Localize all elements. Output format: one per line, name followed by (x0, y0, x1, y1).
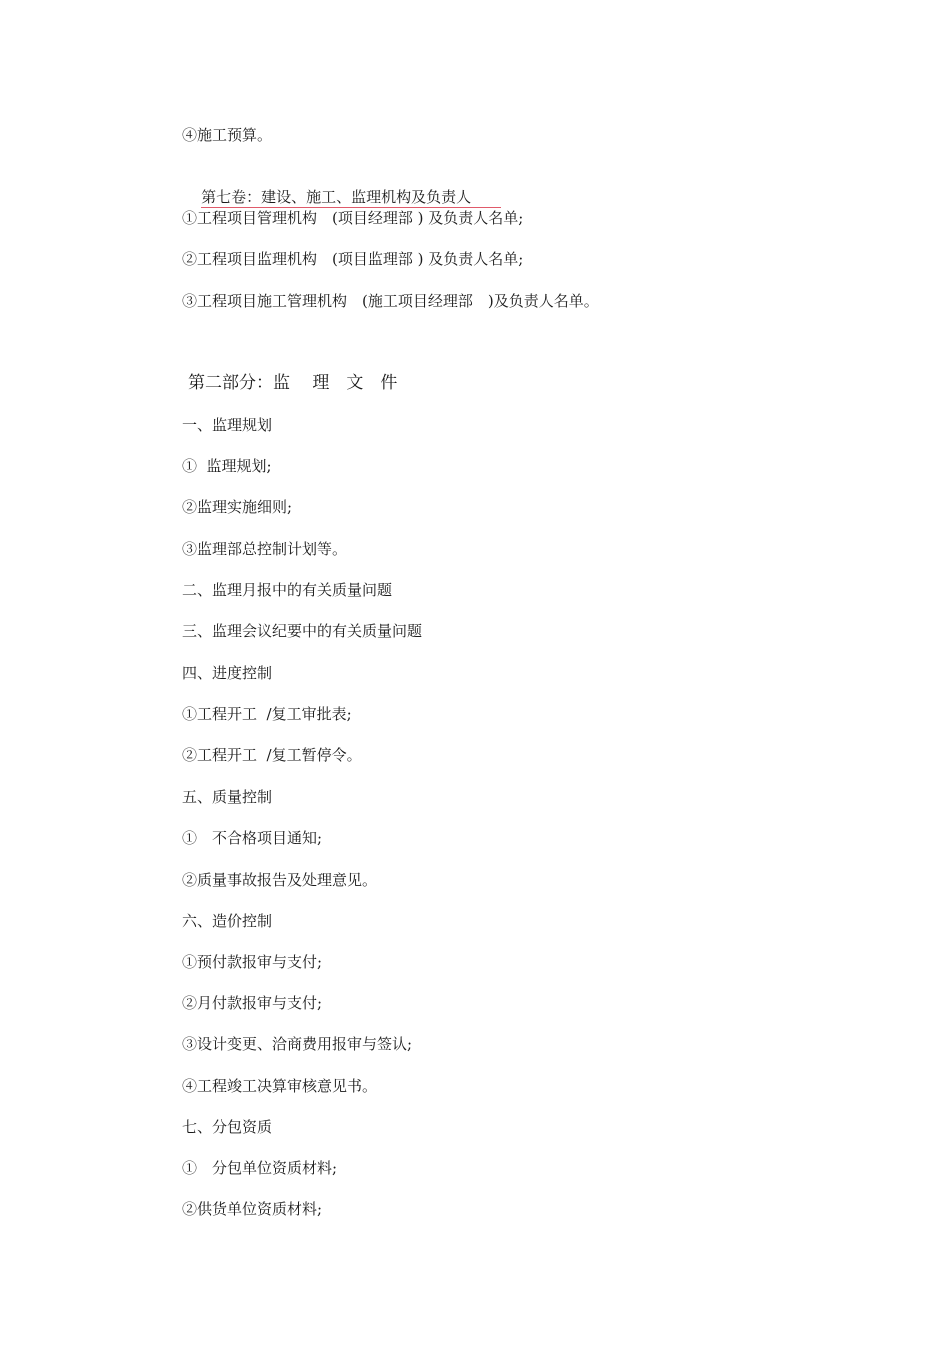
list-item: ③设计变更、洽商费用报审与签认; (182, 1035, 413, 1053)
list-item: 三、监理会议纪要中的有关质量问题 (182, 622, 423, 640)
list-item: ②供货单位资质材料; (182, 1200, 323, 1218)
list-item: ②监理实施细则; (182, 498, 293, 516)
list-item: ① 不合格项目通知; (182, 829, 323, 847)
list-item: ②质量事故报告及处理意见。 (182, 871, 378, 889)
volume7-item: ③工程项目施工管理机构 (施工项目经理部 )及负责人名单。 (182, 292, 599, 310)
part2-title: 第二部分：监 理 文 件 (188, 373, 398, 393)
list-item: ③监理部总控制计划等。 (182, 540, 348, 558)
list-item: 四、进度控制 (182, 664, 273, 682)
volume7-item: ①工程项目管理机构 (项目经理部 ) 及负责人名单; (182, 209, 524, 227)
volume7-heading-text: 第七卷：建设、施工、监理机构及负责人 (201, 188, 501, 208)
list-item: 七、分包资质 (182, 1118, 273, 1136)
list-item: 五、质量控制 (182, 788, 273, 806)
list-item: ①工程开工 /复工审批表; (182, 705, 352, 723)
item-construction-budget: ④施工预算。 (182, 126, 273, 144)
list-item: ① 监理规划; (182, 457, 272, 475)
list-item: 二、监理月报中的有关质量问题 (182, 581, 393, 599)
list-item: 六、造价控制 (182, 912, 273, 930)
list-item: ②工程开工 /复工暂停令。 (182, 746, 362, 764)
list-item: 一、监理规划 (182, 416, 273, 434)
list-item: ① 分包单位资质材料; (182, 1159, 338, 1177)
volume7-item: ②工程项目监理机构 (项目监理部 ) 及负责人名单; (182, 250, 524, 268)
list-item: ①预付款报审与支付; (182, 953, 323, 971)
list-item: ④工程竣工决算审核意见书。 (182, 1077, 378, 1095)
list-item: ②月付款报审与支付; (182, 994, 323, 1012)
